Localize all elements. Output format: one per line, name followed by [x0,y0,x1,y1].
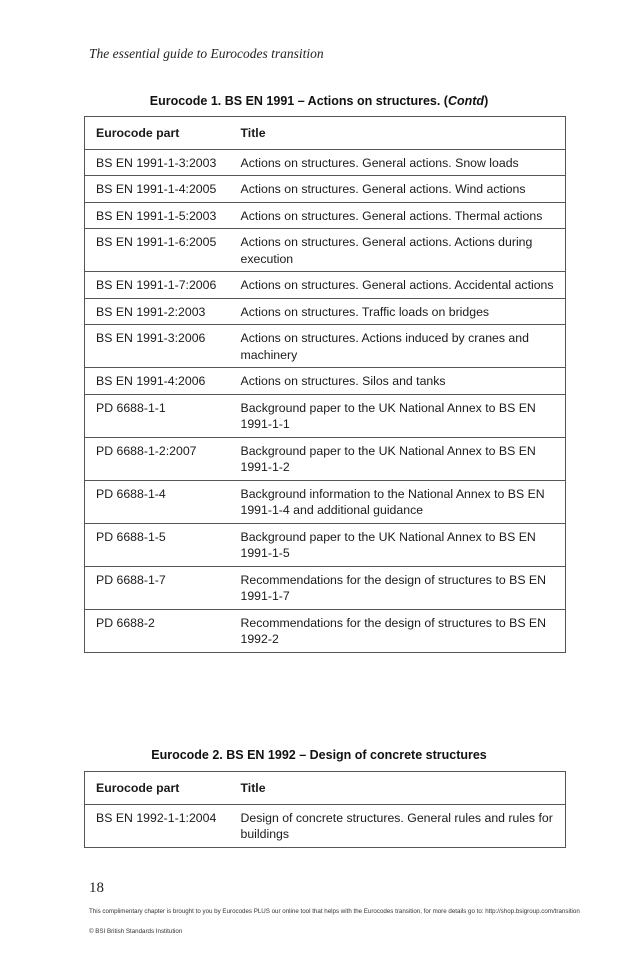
column-header-title: Title [234,117,566,150]
table-row [85,202,566,229]
column-header-title: Title [234,772,566,805]
table-row [85,480,566,523]
title-cell: Actions on structures. Silos and tanks [234,368,566,395]
eurocode-part-cell: PD 6688-2 [85,609,234,652]
eurocode1-table [84,116,566,653]
column-header-eurocode-part: Eurocode part [85,772,234,805]
title-cell: Actions on structures. Actions induced by cranes and machinery [234,325,566,368]
eurocode-part-cell: PD 6688-1-4 [85,480,234,523]
eurocode-part-cell: BS EN 1991-4:2006 [85,368,234,395]
title-cell: Background paper to the UK National Annex to BS EN 1991-1-2 [234,437,566,480]
table2-caption: Eurocode 2. BS EN 1992 – Design of concrete structures [151,748,487,762]
table1-caption-italic: Contd [447,94,485,108]
eurocode-part-cell: BS EN 1991-3:2006 [85,325,234,368]
table-row [85,325,566,368]
table-row [85,176,566,203]
table-row [85,523,566,566]
eurocode-part-cell: BS EN 1992-1-1:2004 [85,804,234,847]
title-cell: Actions on structures. General actions. Actions during execution [234,229,566,272]
table-row [85,566,566,609]
eurocode-part-cell: BS EN 1991-1-5:2003 [85,202,234,229]
table1-caption-end: ) [484,94,489,108]
eurocode-part-cell: BS EN 1991-1-3:2003 [85,149,234,176]
table-header-row [85,117,566,150]
title-cell: Actions on structures. General actions. Accidental actions [234,272,566,299]
table-header-row [85,772,566,805]
eurocode-part-cell: PD 6688-1-2:2007 [85,437,234,480]
title-cell: Actions on structures. General actions. Thermal actions [234,202,566,229]
table-row [85,609,566,652]
eurocode-part-cell: PD 6688-1-5 [85,523,234,566]
title-cell: Recommendations for the design of structures to BS EN 1992-2 [234,609,566,652]
table-row [85,272,566,299]
table1-caption-main: Eurocode 1. BS EN 1991 – Actions on structures. ( [149,94,448,108]
eurocode-part-cell: PD 6688-1-1 [85,394,234,437]
table-row [85,229,566,272]
table-row [85,149,566,176]
table-row [85,437,566,480]
title-cell: Recommendations for the design of structures to BS EN 1991-1-7 [234,566,566,609]
table-row [85,368,566,395]
table-row [85,298,566,325]
table1-caption [0,94,638,108]
eurocode-part-cell: BS EN 1991-1-7:2006 [85,272,234,299]
table-row [85,394,566,437]
eurocode-part-cell: BS EN 1991-1-6:2005 [85,229,234,272]
eurocode-part-cell: BS EN 1991-2:2003 [85,298,234,325]
title-cell: Actions on structures. Traffic loads on bridges [234,298,566,325]
eurocode2-table [84,771,566,848]
footer-note: This complimentary chapter is brought to you by Eurocodes PLUS our online tool that helps with the Eurocodes transition, for more details go to: http://shop.bsigroup.com/transition [89,908,580,915]
title-cell: Background information to the National Annex to BS EN 1991-1-4 and additional guidance [234,480,566,523]
copyright-notice: © BSI British Standards Institution [89,928,183,935]
column-header-eurocode-part: Eurocode part [85,117,234,150]
title-cell: Actions on structures. General actions. Wind actions [234,176,566,203]
eurocode-part-cell: PD 6688-1-7 [85,566,234,609]
page-number: 18 [89,880,104,896]
title-cell: Actions on structures. General actions. Snow loads [234,149,566,176]
title-cell: Design of concrete structures. General rules and rules for buildings [234,804,566,847]
eurocode-part-cell: BS EN 1991-1-4:2005 [85,176,234,203]
title-cell: Background paper to the UK National Annex to BS EN 1991-1-1 [234,394,566,437]
running-head: The essential guide to Eurocodes transition [89,46,324,61]
title-cell: Background paper to the UK National Annex to BS EN 1991-1-5 [234,523,566,566]
table-row [85,804,566,847]
